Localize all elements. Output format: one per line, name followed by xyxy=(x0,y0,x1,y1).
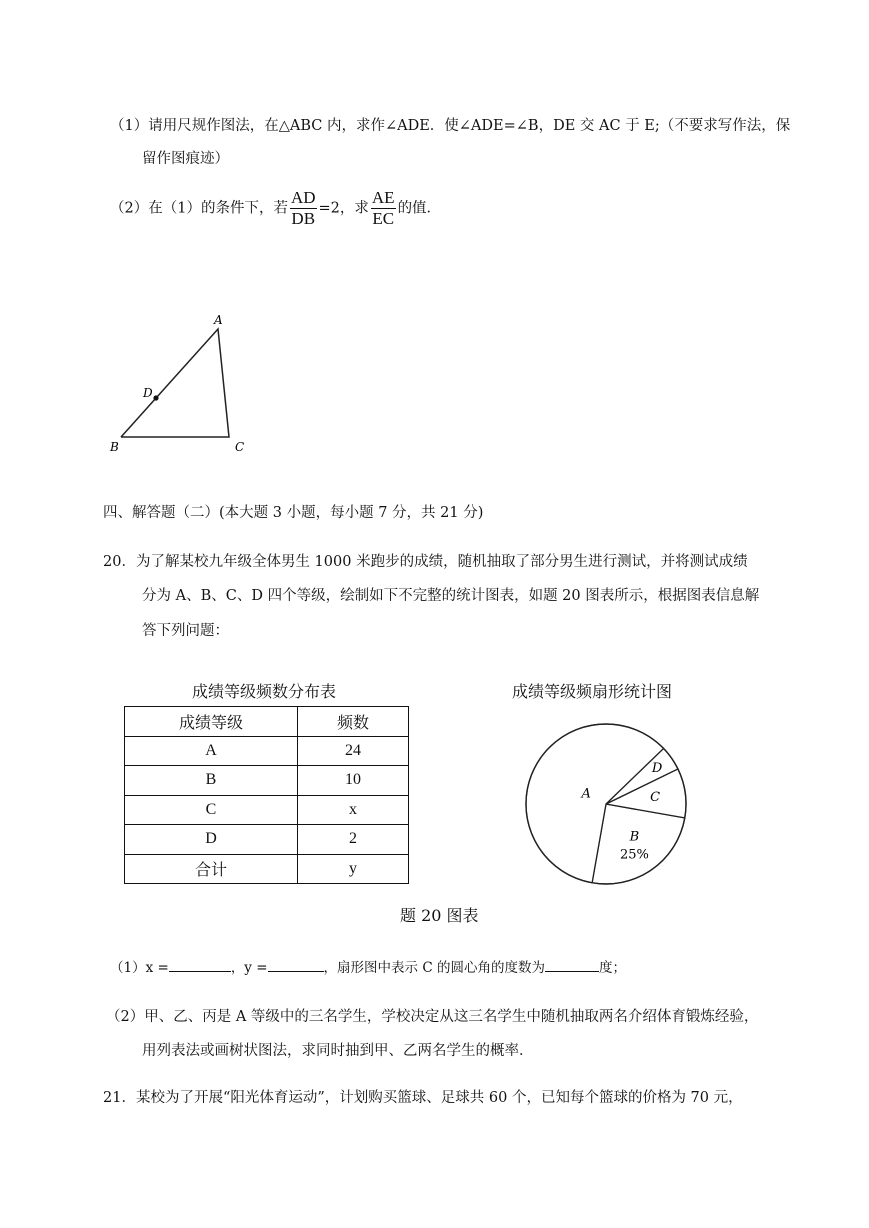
table-row xyxy=(125,736,409,766)
pie-percent-b: 25% xyxy=(619,847,649,863)
table-row xyxy=(125,766,409,796)
q20-line3: 答下列问题： xyxy=(142,623,229,639)
table-header-cell: 频数 xyxy=(298,707,409,737)
vertex-c-label: C xyxy=(235,440,245,454)
pie-label-c: C xyxy=(650,790,661,806)
fraction-ad-db xyxy=(290,188,317,229)
q20-sub2-line1: （2）甲、乙、丙是 A 等级中的三名学生，学校决定从这三名学生中随机抽取两名介绍体育锻炼经验， xyxy=(106,1009,759,1025)
q21-line1: 21．某校为了开展“阳光体育运动”，计划购买篮球、足球共 60 个，已知每个篮球的价格为 70 元， xyxy=(103,1090,743,1106)
q20-sub2-line2: 用列表法或画树状图法，求同时抽到甲、乙两名学生的概率． xyxy=(142,1043,534,1059)
point-d-label: D xyxy=(143,386,153,400)
vertex-a-label: A xyxy=(214,313,223,327)
figure-caption: 题 20 图表 xyxy=(400,906,479,925)
pie-label-a: A xyxy=(581,786,591,802)
section-heading: 四、解答题（二）(本大题 3 小题，每小题 7 分，共 21 分) xyxy=(103,505,484,521)
table-row xyxy=(125,854,409,884)
table-cell: x xyxy=(298,795,409,825)
answer-blank-y xyxy=(268,957,324,972)
q19-part2-prefix: （2）在（1）的条件下，若 xyxy=(110,200,288,217)
fraction-numerator: AE xyxy=(371,188,395,207)
answer-blank-x xyxy=(169,957,231,972)
q19-part2-mid: =2，求 xyxy=(318,200,369,217)
q19-part2 xyxy=(110,188,441,229)
table-cell: y xyxy=(298,854,409,884)
sub1-y-label: ，y = xyxy=(230,960,268,976)
q20-sub1 xyxy=(110,956,626,976)
table-row xyxy=(125,825,409,855)
pie-label-d: D xyxy=(651,761,663,777)
table-cell: C xyxy=(125,795,298,825)
table-cell: 合计 xyxy=(125,854,298,884)
table-title: 成绩等级频数分布表 xyxy=(192,682,337,701)
fraction-denominator: DB xyxy=(291,209,316,228)
triangle-figure xyxy=(100,305,260,465)
pie-title: 成绩等级频扇形统计图 xyxy=(512,682,673,701)
table-cell: 2 xyxy=(298,825,409,855)
sub1-degree-unit: 度； xyxy=(598,960,626,976)
table-cell: B xyxy=(125,766,298,796)
q19-part1-line1: （1）请用尺规作图法，在△ABC 内，求作∠ADE．使∠ADE=∠B，DE 交 AC 于 E;（不要求写作法，保 xyxy=(110,118,791,134)
pie-label-b: B xyxy=(629,829,640,845)
q20-line2: 分为 A、B、C、D 四个等级，绘制如下不完整的统计图表，如题 20 图表所示，根据图表信息解 xyxy=(142,588,760,604)
table-cell: A xyxy=(125,736,298,766)
table-cell: 10 xyxy=(298,766,409,796)
table-cell: D xyxy=(125,825,298,855)
triangle-abc xyxy=(121,329,229,437)
pie-chart xyxy=(518,718,698,890)
fraction-ae-ec xyxy=(371,188,396,229)
q20-line1: 20．为了解某校九年级全体男生 1000 米跑步的成绩，随机抽取了部分男生进行测试，并将测试成绩 xyxy=(103,554,748,570)
fraction-numerator: AD xyxy=(290,188,316,207)
vertex-b-label: B xyxy=(110,440,119,454)
sub1-x-label: （1）x = xyxy=(110,960,169,976)
answer-blank-angle xyxy=(545,957,599,972)
q19-part1-line2: 留作图痕迹） xyxy=(142,151,229,167)
sub1-angle-label: ，扇形图中表示 C 的圆心角的度数为 xyxy=(323,960,545,976)
table-header-cell: 成绩等级 xyxy=(125,707,298,737)
table-cell: 24 xyxy=(298,736,409,766)
table-row xyxy=(125,795,409,825)
q19-part2-suffix: 的值． xyxy=(397,200,442,217)
frequency-table xyxy=(124,706,409,884)
point-d xyxy=(153,395,158,400)
table-header-row xyxy=(125,707,409,737)
fraction-denominator: EC xyxy=(372,209,395,228)
